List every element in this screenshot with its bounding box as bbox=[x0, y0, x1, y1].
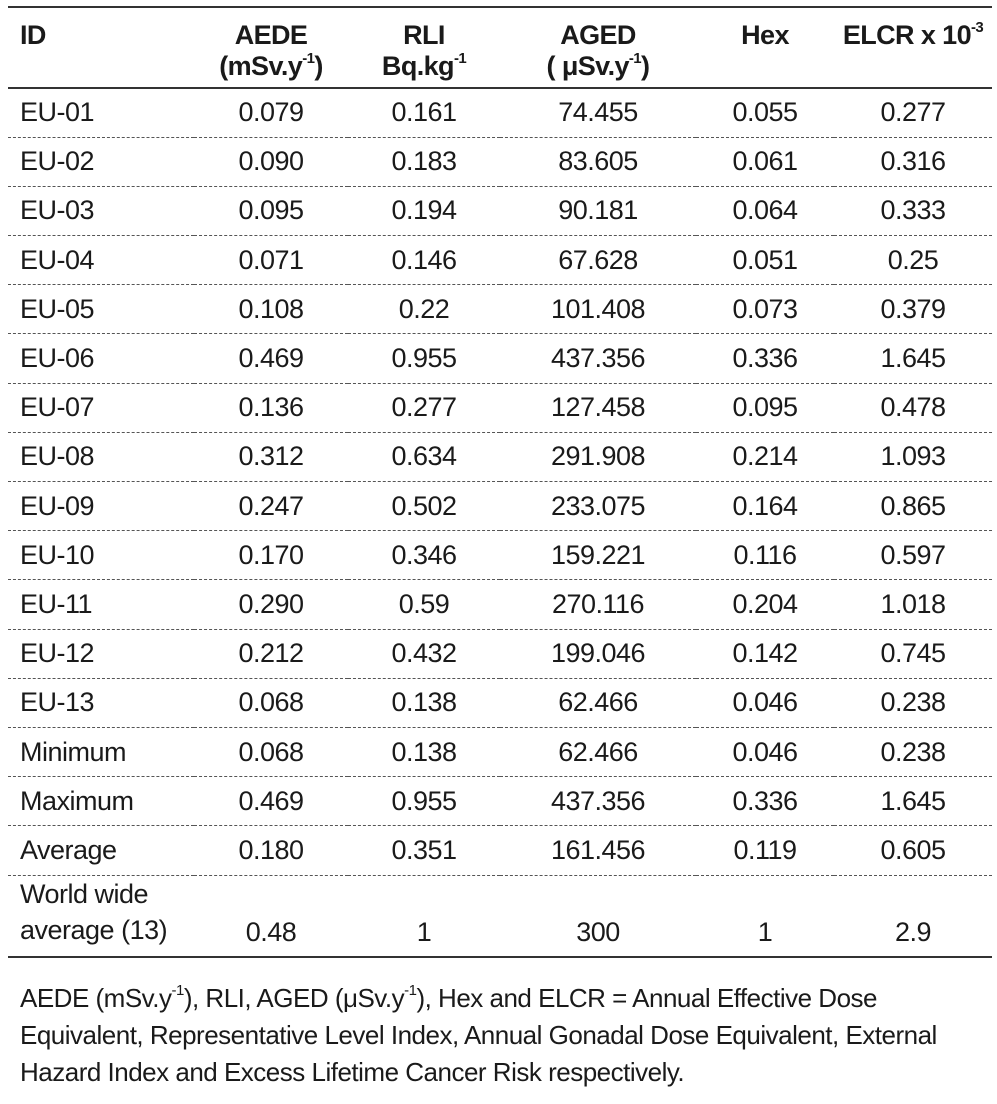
cell-hex: 0.142 bbox=[732, 638, 798, 669]
cell-aede: 0.136 bbox=[238, 392, 304, 423]
header-aede-unit-end: ) bbox=[314, 51, 323, 81]
cell-elcr: 0.478 bbox=[880, 392, 946, 423]
cell-aede: 0.48 bbox=[245, 916, 297, 947]
cell-aged: 437.356 bbox=[550, 343, 646, 374]
header-hex-label: Hex bbox=[741, 20, 789, 50]
header-elcr-label: ELCR x 10 bbox=[842, 20, 971, 50]
footnote-sup2: -1 bbox=[404, 982, 417, 1000]
table-row bbox=[8, 432, 992, 481]
table-header bbox=[8, 7, 992, 88]
table-row bbox=[8, 777, 992, 826]
world-label-line1: World wide bbox=[20, 878, 149, 909]
header-rli-unit-text: Bq.kg bbox=[381, 51, 454, 81]
world-label-line2: average (13) bbox=[20, 914, 168, 945]
cell-elcr: 2.9 bbox=[894, 916, 932, 947]
cell-elcr: 0.379 bbox=[880, 293, 946, 324]
cell-aede: 0.068 bbox=[238, 687, 304, 718]
header-aede bbox=[194, 7, 348, 88]
cell-aged: 90.181 bbox=[558, 195, 638, 226]
cell-rli: 0.22 bbox=[398, 293, 450, 324]
cell-id: EU-05 bbox=[20, 293, 95, 324]
cell-hex: 1 bbox=[757, 916, 773, 947]
cell-hex: 0.064 bbox=[732, 195, 798, 226]
cell-aged: 270.116 bbox=[551, 588, 645, 619]
table-row bbox=[8, 383, 992, 432]
cell-id bbox=[8, 875, 194, 957]
cell-aede: 0.180 bbox=[238, 834, 304, 865]
cell-elcr: 0.25 bbox=[887, 244, 939, 275]
table-row bbox=[8, 482, 992, 531]
cell-elcr: 0.238 bbox=[880, 736, 946, 767]
header-rli bbox=[348, 7, 500, 88]
cell-rli: 1 bbox=[416, 916, 432, 947]
cell-elcr: 0.316 bbox=[880, 146, 946, 177]
cell-aede: 0.247 bbox=[238, 490, 304, 521]
footnote-part3: ), Hex and ELCR = Annual Effective Dose Equivalent, Representative Level Index, Annual Gonadal Dose Equivalent, External Hazard Index and Excess Lifetime Cancer Risk respectively. bbox=[20, 983, 937, 1087]
cell-aged: 159.221 bbox=[550, 539, 646, 570]
header-rli-label: RLI bbox=[403, 20, 445, 50]
cell-hex: 0.095 bbox=[732, 392, 798, 423]
cell-id: EU-12 bbox=[20, 638, 95, 669]
cell-hex: 0.051 bbox=[732, 244, 798, 275]
cell-rli: 0.351 bbox=[391, 834, 457, 865]
cell-aged: 437.356 bbox=[550, 785, 646, 816]
table-row bbox=[8, 531, 992, 580]
header-aged-unit-text: ( μSv.y bbox=[546, 51, 629, 81]
cell-rli: 0.138 bbox=[391, 687, 457, 718]
cell-aged: 101.408 bbox=[550, 293, 646, 324]
cell-rli: 0.277 bbox=[391, 392, 457, 423]
cell-aede: 0.290 bbox=[238, 588, 304, 619]
cell-id: EU-06 bbox=[20, 343, 95, 374]
cell-aede: 0.108 bbox=[238, 293, 304, 324]
header-aged-unit-end: ) bbox=[641, 51, 650, 81]
cell-elcr: 0.238 bbox=[880, 687, 946, 718]
cell-hex: 0.046 bbox=[732, 736, 798, 767]
cell-aede: 0.312 bbox=[238, 441, 304, 472]
table-row bbox=[8, 236, 992, 285]
cell-elcr: 1.645 bbox=[880, 343, 946, 374]
cell-rli: 0.146 bbox=[391, 244, 457, 275]
table-footnote bbox=[20, 980, 980, 1091]
header-rli-unit-sup: -1 bbox=[453, 50, 467, 67]
cell-rli: 0.955 bbox=[391, 343, 457, 374]
cell-hex: 0.336 bbox=[732, 785, 798, 816]
header-aged-unit bbox=[500, 51, 696, 82]
cell-id: Maximum bbox=[20, 785, 134, 816]
footnote-part1: AEDE (mSv.y bbox=[20, 983, 172, 1013]
cell-id: EU-03 bbox=[20, 195, 95, 226]
cell-id: EU-08 bbox=[20, 441, 95, 472]
cell-id: EU-04 bbox=[20, 244, 95, 275]
cell-aede: 0.170 bbox=[238, 539, 304, 570]
cell-rli: 0.59 bbox=[398, 588, 450, 619]
header-aede-label: AEDE bbox=[234, 20, 308, 50]
cell-aede: 0.469 bbox=[238, 785, 304, 816]
cell-hex: 0.204 bbox=[732, 588, 798, 619]
table-row bbox=[8, 88, 992, 137]
cell-hex: 0.214 bbox=[732, 441, 798, 472]
cell-aged: 83.605 bbox=[558, 146, 638, 177]
cell-hex: 0.336 bbox=[732, 343, 798, 374]
cell-rli: 0.955 bbox=[391, 785, 457, 816]
table-row-world-average bbox=[8, 875, 992, 957]
cell-aged: 67.628 bbox=[558, 244, 638, 275]
header-id-label: ID bbox=[20, 20, 46, 50]
cell-elcr: 0.745 bbox=[880, 638, 946, 669]
table-row bbox=[8, 580, 992, 629]
header-id bbox=[8, 7, 194, 88]
cell-id: EU-02 bbox=[20, 146, 95, 177]
cell-hex: 0.116 bbox=[733, 539, 797, 570]
cell-id: EU-07 bbox=[20, 392, 95, 423]
cell-rli: 0.183 bbox=[391, 146, 457, 177]
header-aede-unit-sup: -1 bbox=[302, 50, 315, 67]
cell-hex: 0.046 bbox=[732, 687, 798, 718]
cell-id: EU-09 bbox=[20, 490, 95, 521]
cell-rli: 0.161 bbox=[391, 97, 457, 128]
cell-hex: 0.119 bbox=[733, 834, 797, 865]
cell-rli: 0.432 bbox=[391, 638, 457, 669]
table-row bbox=[8, 826, 992, 875]
cell-aged: 291.908 bbox=[550, 441, 646, 472]
cell-rli: 0.502 bbox=[391, 490, 457, 521]
header-row bbox=[8, 7, 992, 88]
cell-elcr: 0.277 bbox=[880, 97, 946, 128]
table-row bbox=[8, 678, 992, 727]
table-row bbox=[8, 285, 992, 334]
cell-aged: 161.456 bbox=[550, 834, 646, 865]
table-row bbox=[8, 137, 992, 186]
header-aged-label: AGED bbox=[560, 20, 636, 50]
dose-table-container bbox=[8, 6, 992, 958]
cell-id: Average bbox=[20, 834, 117, 865]
footnote-part2: ), RLI, AGED (μSv.y bbox=[183, 983, 405, 1013]
cell-aged: 233.075 bbox=[550, 490, 646, 521]
cell-aede: 0.469 bbox=[238, 343, 304, 374]
cell-hex: 0.164 bbox=[732, 490, 798, 521]
cell-elcr: 0.605 bbox=[880, 834, 946, 865]
cell-hex: 0.055 bbox=[732, 97, 798, 128]
footnote-sup1: -1 bbox=[171, 982, 184, 1000]
cell-elcr: 1.093 bbox=[880, 441, 946, 472]
cell-id: EU-10 bbox=[20, 539, 95, 570]
cell-elcr: 0.597 bbox=[880, 539, 946, 570]
cell-hex: 0.073 bbox=[732, 293, 798, 324]
cell-elcr: 1.018 bbox=[880, 588, 946, 619]
header-aede-unit-text: (mSv.y bbox=[219, 51, 303, 81]
cell-id: Minimum bbox=[20, 736, 127, 767]
cell-rli: 0.634 bbox=[391, 441, 457, 472]
cell-aede: 0.090 bbox=[238, 146, 304, 177]
table-body bbox=[8, 88, 992, 957]
cell-hex: 0.061 bbox=[732, 146, 798, 177]
header-rli-unit bbox=[348, 51, 500, 82]
cell-rli: 0.194 bbox=[391, 195, 457, 226]
cell-aged: 62.466 bbox=[558, 736, 638, 767]
cell-id: EU-13 bbox=[20, 687, 95, 718]
cell-aged: 62.466 bbox=[558, 687, 638, 718]
cell-id: EU-11 bbox=[20, 588, 93, 619]
cell-aged: 74.455 bbox=[558, 97, 638, 128]
header-elcr-sup: -3 bbox=[971, 19, 984, 36]
cell-rli: 0.138 bbox=[391, 736, 457, 767]
header-elcr bbox=[834, 7, 992, 88]
cell-aede: 0.079 bbox=[238, 97, 304, 128]
cell-aged: 199.046 bbox=[550, 638, 646, 669]
table-row bbox=[8, 334, 992, 383]
cell-id: EU-01 bbox=[20, 97, 95, 128]
cell-aede: 0.212 bbox=[238, 638, 304, 669]
header-aede-unit bbox=[194, 51, 348, 82]
cell-aede: 0.095 bbox=[238, 195, 304, 226]
dose-table bbox=[8, 6, 992, 958]
cell-elcr: 0.333 bbox=[880, 195, 946, 226]
cell-rli: 0.346 bbox=[391, 539, 457, 570]
header-aged-unit-sup: -1 bbox=[628, 50, 642, 67]
cell-elcr: 1.645 bbox=[880, 785, 946, 816]
header-aged bbox=[500, 7, 696, 88]
cell-aede: 0.071 bbox=[238, 244, 304, 275]
table-row bbox=[8, 727, 992, 776]
header-hex bbox=[696, 7, 834, 88]
cell-aede: 0.068 bbox=[238, 736, 304, 767]
cell-aged: 300 bbox=[576, 916, 620, 947]
cell-aged: 127.458 bbox=[550, 392, 646, 423]
table-row bbox=[8, 629, 992, 678]
cell-elcr: 0.865 bbox=[880, 490, 946, 521]
table-row bbox=[8, 186, 992, 235]
